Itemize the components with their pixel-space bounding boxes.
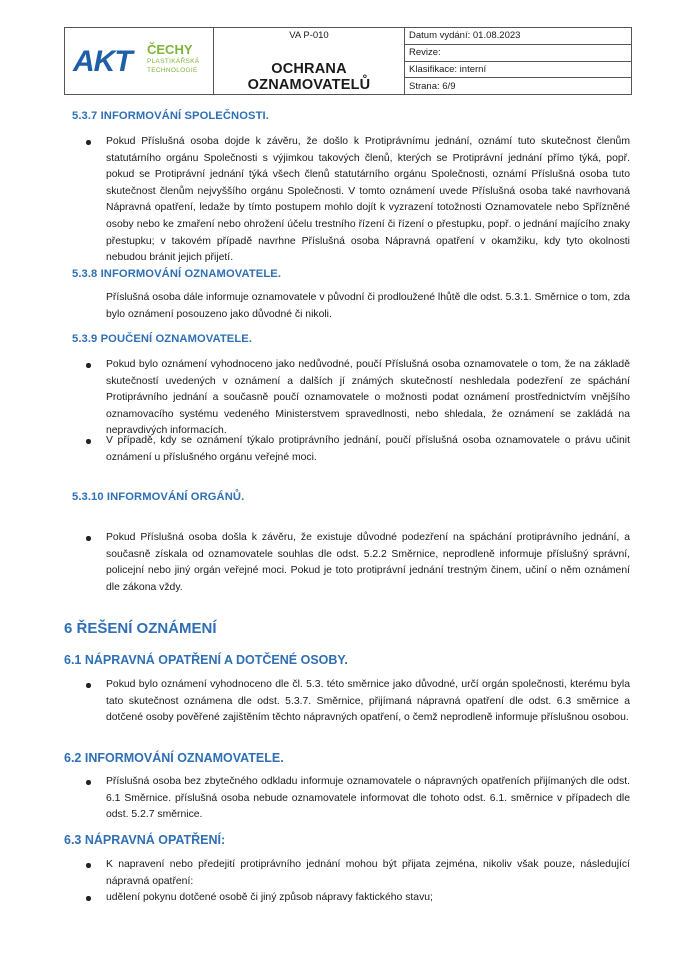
logo-akt-text: AKT (73, 45, 132, 78)
heading-6: 6 ŘEŠENÍ OZNÁMENÍ (64, 620, 217, 637)
heading-6-3: 6.3 NÁPRAVNÁ OPATŘENÍ: (64, 833, 226, 847)
heading-6-2: 6.2 INFORMOVÁNÍ OZNAMOVATELE. (64, 751, 284, 765)
paragraph-text: udělení pokynu dotčené osobě či jiný způsob nápravy faktického stavu; (106, 892, 433, 903)
list-item (90, 774, 630, 824)
bullet-icon (86, 140, 91, 145)
bullet-icon (86, 683, 91, 688)
logo-brand-text: ČECHY (147, 42, 193, 57)
list-item (90, 890, 630, 907)
bullet-icon (86, 536, 91, 541)
list-item (90, 530, 630, 596)
list-item (90, 677, 630, 727)
paragraph-text: K napravení nebo předejití protiprávního jednání mohou být přijata zejména, nikoliv však pouze, následující nápravná opatření: (106, 859, 630, 887)
list-item (90, 857, 630, 890)
company-logo (65, 28, 214, 94)
document-title: OCHRANA OZNAMOVATELŮ (247, 61, 371, 93)
paragraph-text: Pokud Příslušná osoba došla k závěru, že existuje důvodné podezření na spáchání protiprávního jednání, a současně získala od oznamovatele souhlas dle odst. 5.2.2 Směrnice, neprodleně informuje příslušný správní, policejní nebo jiný orgán veřejné moci. Pokud je toto protiprávní jednání trestným činem, učiní o něm oznámení dle zákona vždy. (106, 532, 630, 593)
bullet-icon (86, 363, 91, 368)
list-item (90, 134, 630, 267)
document-code: VA P-010 (289, 30, 329, 41)
list-item (90, 357, 630, 440)
heading-5-3-7: 5.3.7 INFORMOVÁNÍ SPOLEČNOSTI. (72, 110, 269, 122)
heading-6-1: 6.1 NÁPRAVNÁ OPATŘENÍ A DOTČENÉ OSOBY. (64, 653, 348, 667)
logo-subtitle-2: TECHNOLOGIE (147, 67, 198, 74)
revision: Revize: (405, 45, 631, 62)
paragraph-text: Pokud bylo oznámení vyhodnoceno jako nedůvodné, poučí Příslušná osoba oznamovatele o tom, že na základě skutečností uvedených v oznámení a dalších jí známých skutečností neshledala podezření ze spáchání Protiprávního jednání a současně poučí oznamovatele o možnosti podat oznámení prostřednictvím vnějšího oznamovacího systému vedeného Ministerstvem spravedlnosti, nebo shledala, že oznámení se zakládá na nepravdivých informacích. (106, 359, 630, 437)
list-item (90, 433, 630, 466)
header-info-cell (405, 28, 631, 94)
classification: Klasifikace: interní (405, 62, 631, 79)
logo-subtitle-1: PLASTIKÁŘSKÁ (147, 58, 200, 65)
paragraph-text: Pokud bylo oznámení vyhodnoceno dle čl. 5.3. této směrnice jako důvodné, určí orgán společnosti, kterému byla tato skutečnost oznámena dle odst. 5.3.7. Směrnice, přijímaná nápravná opatření dle odst. 6.3 směrnice a dotčené osoby pověřené zajištěním těchto nápravných opatření, o čemž neprodleně informuje příslušnou osobou. (106, 679, 630, 724)
paragraph-text: Příslušná osoba bez zbytečného odkladu informuje oznamovatele o nápravných opatřeních přijímaných dle odst. 6.1 Směrnice. příslušná osoba nebude oznamovatele informovat dle tohoto odst. 6.1. směrnice v případech dle odst. 5.2.7 směrnice. (106, 776, 630, 821)
bullet-icon (86, 896, 91, 901)
heading-5-3-9: 5.3.9 POUČENÍ OZNAMOVATELE. (72, 333, 253, 345)
bullet-icon (86, 863, 91, 868)
paragraph-text: Pokud Příslušná osoba dojde k závěru, že došlo k Protiprávnímu jednání, oznámí tuto skutečnost členům statutárního orgánu Společnosti s výjimkou takových členů, kterých se Protiprávní jednání přímo týká, popř. pokud se Protiprávní jednání týká všech členů statutárního orgánu Společnosti, oznámí Příslušná osoba tuto skutečnost členům nejvyššího orgánu Společnosti. V tomto oznámení uvede Příslušná osoba také navrhovaná Nápravná opatření, ledaže by tímto postupem mohlo dojít k vyzrazení totožnosti Oznamovatele nebo Spřízněné osoby nebo ke zmaření nebo ohrožení účelu trestního řízení či řízení o přestupku, popř. o jednání majícího znaky přestupku; v takovém případě navrhne Příslušná osoba Nápravná opatření v okamžiku, kdy tyto okolnosti nebudou bránit jejich přijetí. (106, 136, 630, 264)
heading-5-3-8: 5.3.8 INFORMOVÁNÍ OZNAMOVATELE. (72, 268, 282, 280)
heading-5-3-10: 5.3.10 INFORMOVÁNÍ ORGÁNŮ. (72, 491, 245, 503)
paragraph-text: V případě, kdy se oznámení týkalo protiprávního jednání, poučí příslušná osoba oznamovatele o právu učinit oznámení u příslušného orgánu veřejné moci. (106, 435, 630, 463)
issue-date: Datum vydání: 01.08.2023 (405, 28, 631, 45)
bullet-icon (86, 780, 91, 785)
bullet-icon (86, 439, 91, 444)
paragraph-text: Příslušná osoba dále informuje oznamovatele v původní či prodloužené lhůtě dle odst. 5.3.1. Směrnice o tom, zda bylo oznámení posouzeno jako důvodné či nikoli. (106, 292, 630, 320)
document-header (64, 27, 632, 95)
page-number: Strana: 6/9 (409, 80, 456, 92)
header-title-cell (214, 28, 405, 94)
